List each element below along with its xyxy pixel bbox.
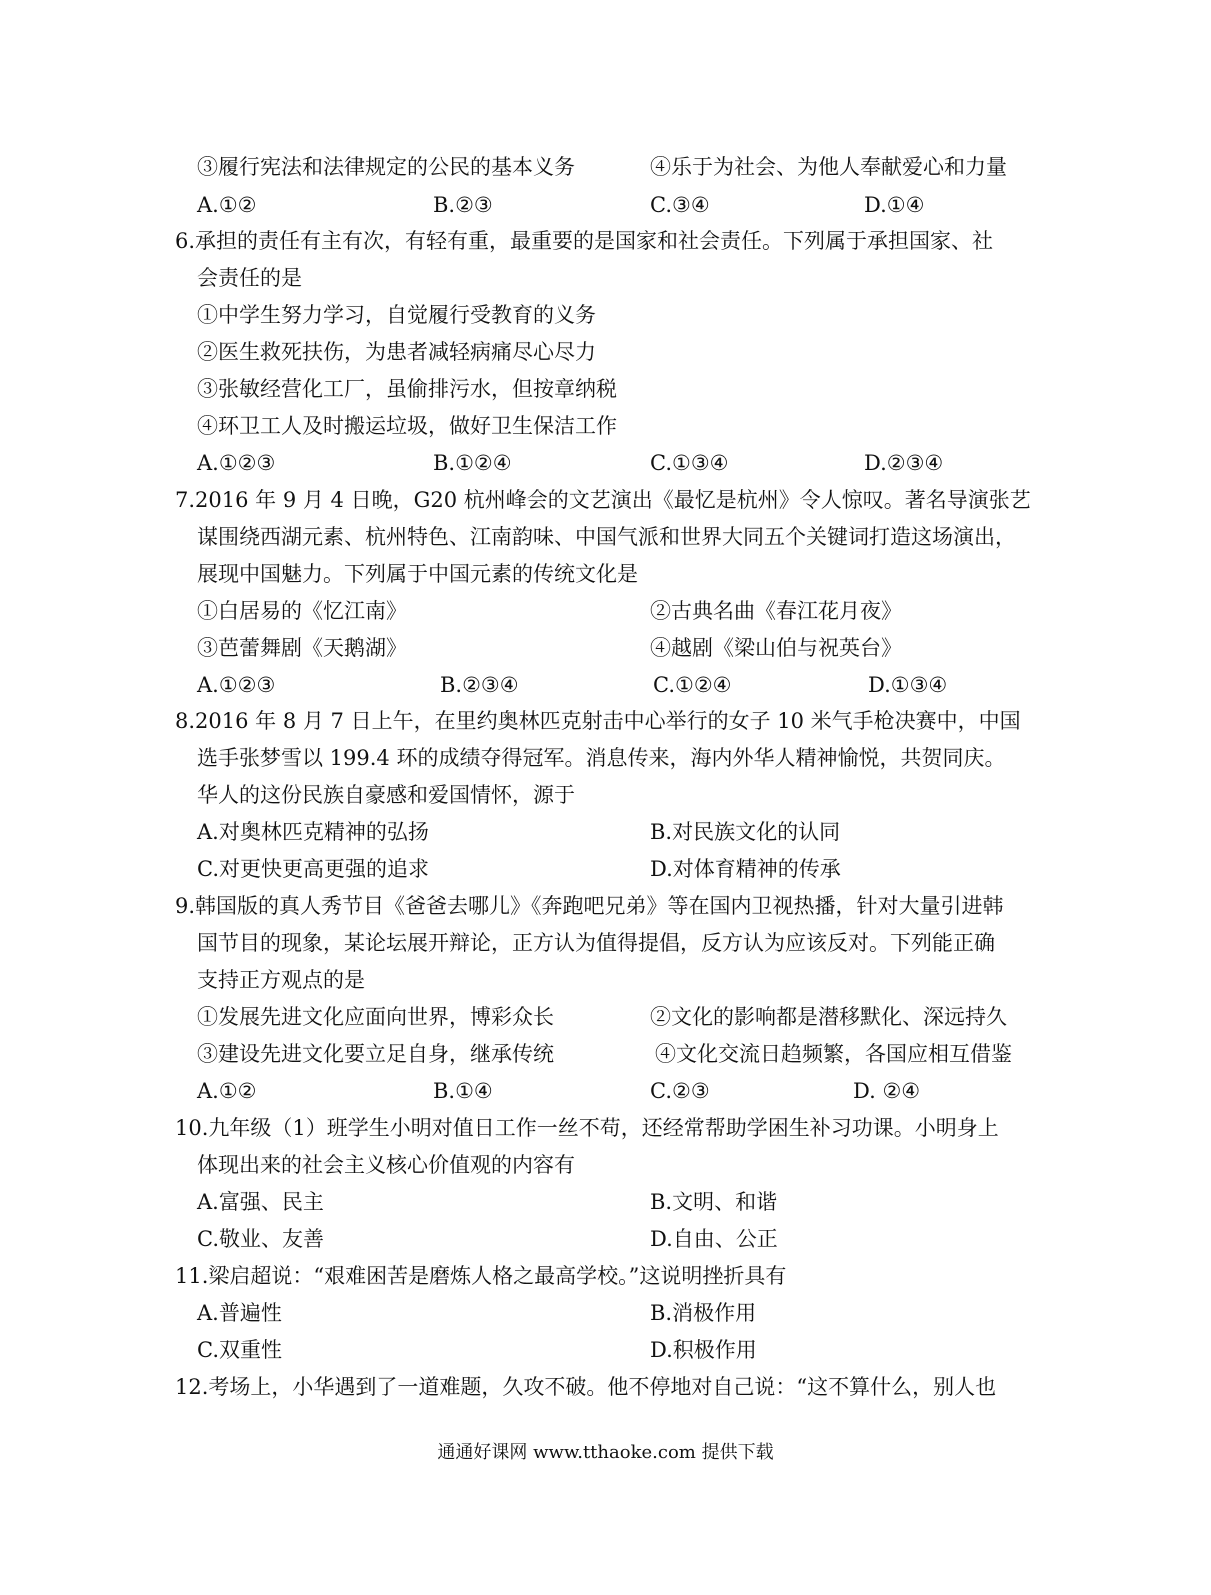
q11-option-b: B.消极作用 xyxy=(650,1301,757,1325)
q10-option-b: B.文明、和谐 xyxy=(650,1190,778,1214)
q9-option-d: D. ②④ xyxy=(853,1079,921,1103)
q5-option-d: D.①④ xyxy=(864,193,925,217)
q7-stem-line-3: 展现中国魅力。下列属于中国元素的传统文化是 xyxy=(197,562,638,586)
q9-stem-line-1: 9.韩国版的真人秀节目《爸爸去哪儿》《奔跑吧兄弟》等在国内卫视热播，针对大量引进韩 xyxy=(175,894,1004,918)
q6-option-c: C.①③④ xyxy=(650,451,729,475)
q8-stem-line-2: 选手张梦雪以 199.4 环的成绩夺得冠军。消息传来，海内外华人精神愉悦，共贺同庆。 xyxy=(197,746,1006,770)
q6-option-b: B.①②④ xyxy=(433,451,512,475)
page-footer: 通通好课网 www.tthaoke.com 提供下载 xyxy=(437,1442,774,1463)
q8-stem-line-3: 华人的这份民族自豪感和爱国情怀，源于 xyxy=(197,783,575,807)
q10-stem-line-2: 体现出来的社会主义核心价值观的内容有 xyxy=(197,1153,575,1177)
q10-option-d: D.自由、公正 xyxy=(650,1227,778,1251)
q11-stem-line-1: 11.梁启超说：“艰难困苦是磨炼人格之最高学校。”这说明挫折具有 xyxy=(175,1264,787,1288)
q9-statement-4: ④文化交流日趋频繁，各国应相互借鉴 xyxy=(655,1042,1012,1066)
q8-stem-line-1: 8.2016 年 8 月 7 日上午，在里约奥林匹克射击中心举行的女子 10 米气手枪决赛中，中国 xyxy=(175,709,1021,733)
q6-stem-line-2: 会责任的是 xyxy=(197,266,302,290)
q10-option-c: C.敬业、友善 xyxy=(197,1227,324,1251)
q5-statement-3: ③履行宪法和法律规定的公民的基本义务 xyxy=(197,155,575,179)
q6-statement-4: ④环卫工人及时搬运垃圾，做好卫生保洁工作 xyxy=(197,414,617,438)
q9-statement-3: ③建设先进文化要立足自身，继承传统 xyxy=(197,1042,554,1066)
q9-statement-1: ①发展先进文化应面向世界，博彩众长 xyxy=(197,1005,554,1029)
q5-statement-4: ④乐于为社会、为他人奉献爱心和力量 xyxy=(650,155,1007,179)
q11-option-d: D.积极作用 xyxy=(650,1338,757,1362)
q9-statement-2: ②文化的影响都是潜移默化、深远持久 xyxy=(650,1005,1007,1029)
q7-option-b: B.②③④ xyxy=(440,673,519,697)
q7-option-a: A.①②③ xyxy=(197,673,276,697)
q7-statement-4: ④越剧《梁山伯与祝英台》 xyxy=(650,636,902,660)
q8-option-d: D.对体育精神的传承 xyxy=(650,857,841,881)
q9-stem-line-3: 支持正方观点的是 xyxy=(197,968,365,992)
q11-option-c: C.双重性 xyxy=(197,1338,282,1362)
q7-statement-2: ②古典名曲《春江花月夜》 xyxy=(650,599,902,623)
q5-option-b: B.②③ xyxy=(433,193,493,217)
q6-statement-3: ③张敏经营化工厂，虽偷排污水，但按章纳税 xyxy=(197,377,617,401)
q7-option-c: C.①②④ xyxy=(653,673,732,697)
q9-option-c: C.②③ xyxy=(650,1079,710,1103)
q5-option-c: C.③④ xyxy=(650,193,710,217)
q11-option-a: A.普遍性 xyxy=(197,1301,282,1325)
q9-option-b: B.①④ xyxy=(433,1079,493,1103)
q7-statement-1: ①白居易的《忆江南》 xyxy=(197,599,407,623)
q7-stem-line-1: 7.2016 年 9 月 4 日晚，G20 杭州峰会的文艺演出《最忆是杭州》令人惊叹。著名导演张艺 xyxy=(175,488,1031,512)
q5-option-a: A.①② xyxy=(197,193,257,217)
q6-statement-2: ②医生救死扶伤，为患者减轻病痛尽心尽力 xyxy=(197,340,596,364)
q8-option-b: B.对民族文化的认同 xyxy=(650,820,841,844)
q6-stem-line-1: 6.承担的责任有主有次，有轻有重，最重要的是国家和社会责任。下列属于承担国家、社 xyxy=(175,229,994,253)
q8-option-a: A.对奥林匹克精神的弘扬 xyxy=(197,820,429,844)
q6-option-d: D.②③④ xyxy=(864,451,944,475)
q7-statement-3: ③芭蕾舞剧《天鹅湖》 xyxy=(197,636,407,660)
q6-option-a: A.①②③ xyxy=(197,451,276,475)
q10-option-a: A.富强、民主 xyxy=(197,1190,324,1214)
q10-stem-line-1: 10.九年级（1）班学生小明对值日工作一丝不苟，还经常帮助学困生补习功课。小明身上 xyxy=(175,1116,999,1140)
q7-stem-line-2: 谋围绕西湖元素、杭州特色、江南韵味、中国气派和世界大同五个关键词打造这场演出， xyxy=(197,525,1016,549)
q12-stem-line-1: 12.考场上，小华遇到了一道难题，久攻不破。他不停地对自己说：“这不算什么，别人也 xyxy=(175,1375,997,1399)
q6-statement-1: ①中学生努力学习，自觉履行受教育的义务 xyxy=(197,303,596,327)
q9-option-a: A.①② xyxy=(197,1079,257,1103)
q9-stem-line-2: 国节目的现象，某论坛展开辩论，正方认为值得提倡，反方认为应该反对。下列能正确 xyxy=(197,931,995,955)
q7-option-d: D.①③④ xyxy=(868,673,948,697)
q8-option-c: C.对更快更高更强的追求 xyxy=(197,857,429,881)
